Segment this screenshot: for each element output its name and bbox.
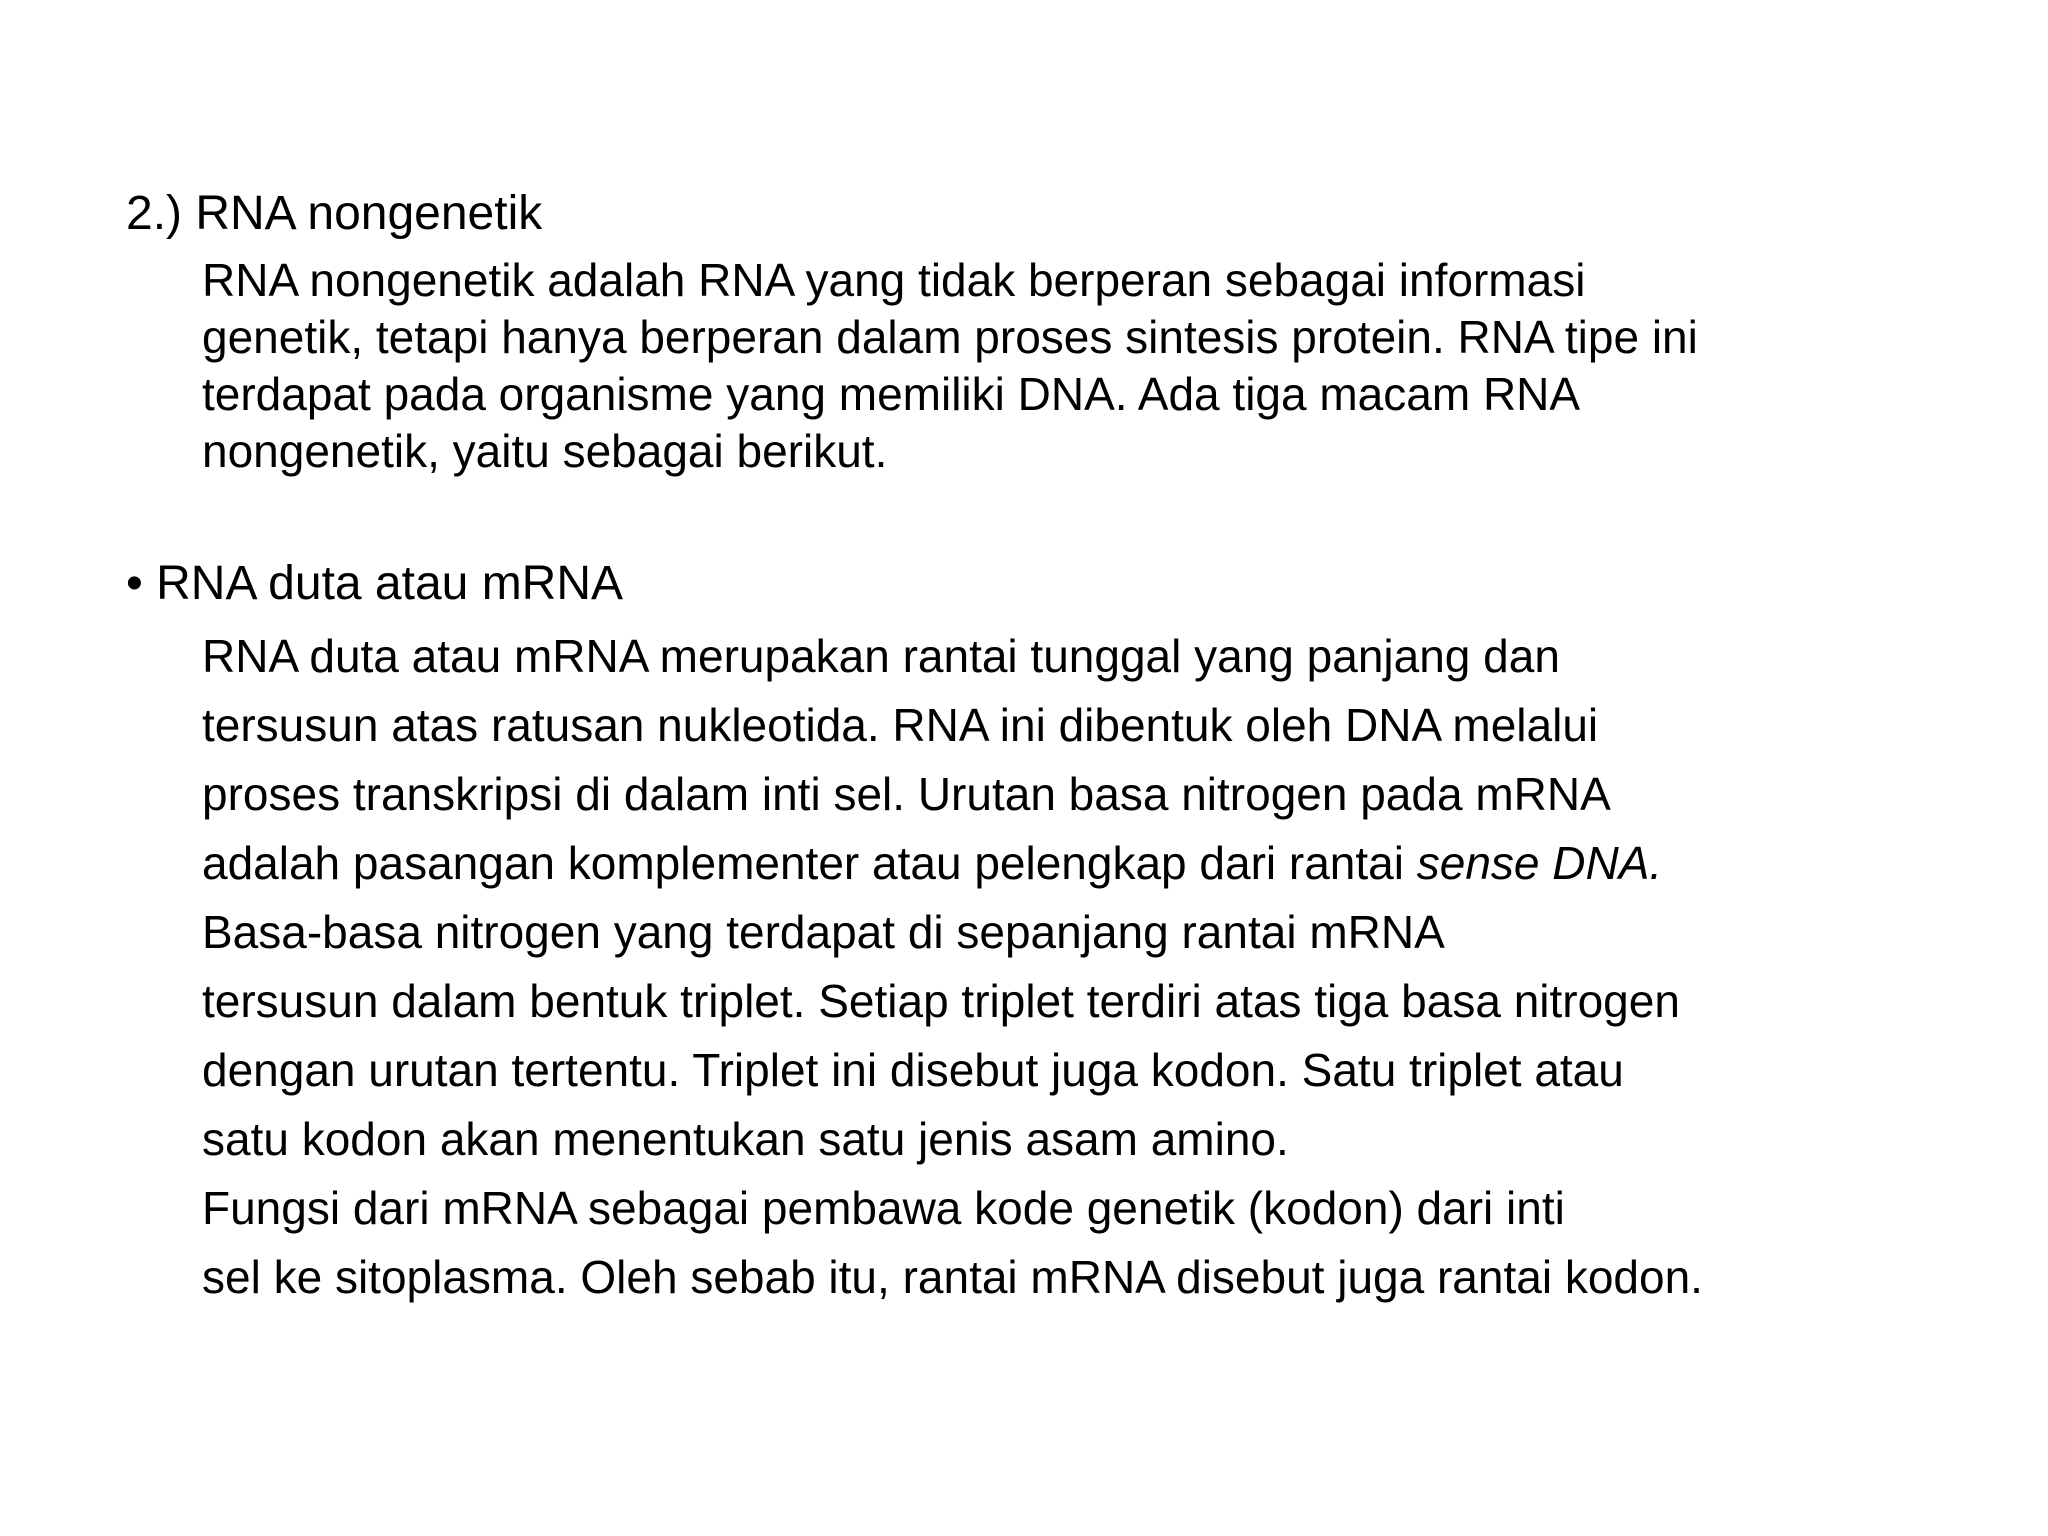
- text-line: sel ke sitoplasma. Oleh sebab itu, rantai mRNA disebut juga rantai kodon.: [202, 1251, 1703, 1303]
- text-line: dengan urutan tertentu. Triplet ini disebut juga kodon. Satu triplet atau: [202, 1044, 1624, 1096]
- text-line: genetik, tetapi hanya berperan dalam proses sintesis protein. RNA tipe ini: [202, 311, 1698, 363]
- text-line-with-italic: [202, 829, 1982, 898]
- text-line: tersusun atas ratusan nukleotida. RNA ini dibentuk oleh DNA melalui: [202, 699, 1599, 751]
- paragraph-mrna: [202, 622, 1982, 1312]
- bullet-heading-mrna: • RNA duta atau mRNA: [126, 557, 624, 610]
- text-line: satu kodon akan menentukan satu jenis asam amino.: [202, 1113, 1289, 1165]
- text-line: terdapat pada organisme yang memiliki DNA. Ada tiga macam RNA: [202, 368, 1581, 420]
- italic-term-sense-dna: sense DNA.: [1416, 837, 1663, 889]
- text-line: Fungsi dari mRNA sebagai pembawa kode genetik (kodon) dari inti: [202, 1182, 1565, 1234]
- text-line-segment: adalah pasangan komplementer atau pelengkap dari rantai: [202, 837, 1417, 889]
- text-line: RNA duta atau mRNA merupakan rantai tunggal yang panjang dan: [202, 630, 1560, 682]
- text-line: nongenetik, yaitu sebagai berikut.: [202, 425, 888, 477]
- paragraph-rna-nongenetik: [202, 252, 1982, 480]
- text-line: proses transkripsi di dalam inti sel. Urutan basa nitrogen pada mRNA: [202, 768, 1611, 820]
- text-line: tersusun dalam bentuk triplet. Setiap triplet terdiri atas tiga basa nitrogen: [202, 975, 1680, 1027]
- section-heading-rna-nongenetik: 2.) RNA nongenetik: [126, 187, 543, 240]
- text-line: RNA nongenetik adalah RNA yang tidak berperan sebagai informasi: [202, 254, 1586, 306]
- text-line: Basa-basa nitrogen yang terdapat di sepanjang rantai mRNA: [202, 906, 1445, 958]
